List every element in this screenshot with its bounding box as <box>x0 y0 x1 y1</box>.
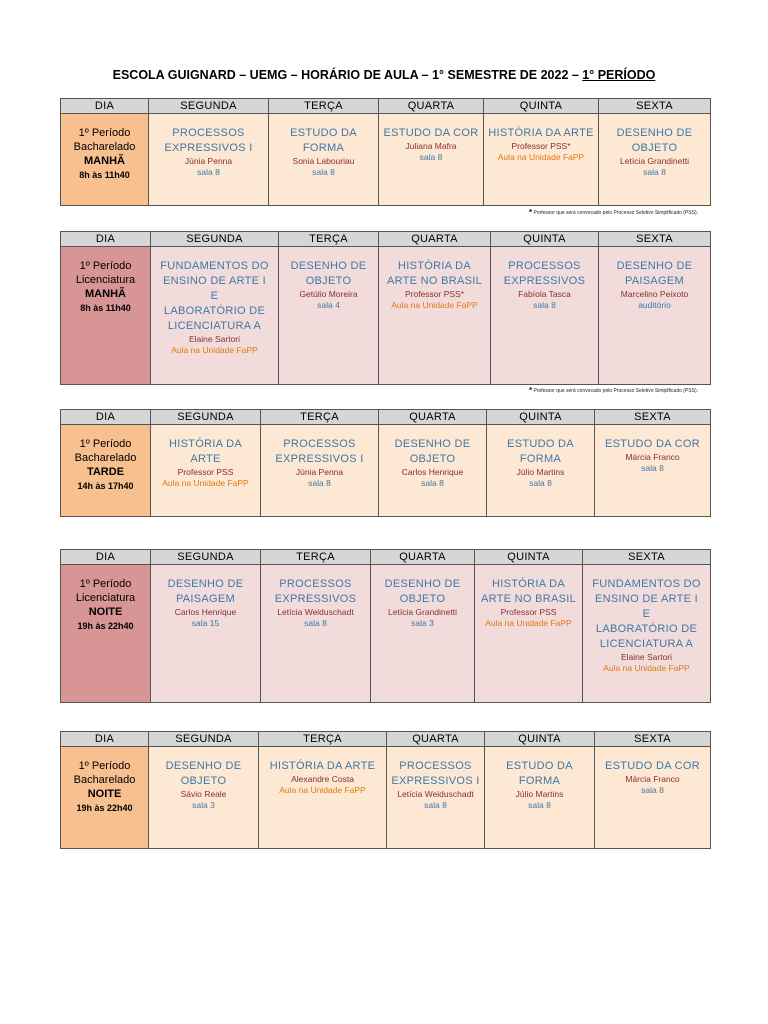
room-label: auditório <box>638 300 671 310</box>
header-row <box>61 410 711 425</box>
header-row <box>61 99 711 114</box>
subject-name: HISTÓRIA DA <box>492 578 565 590</box>
location-note: Aula na Unidade FaPP <box>603 663 690 673</box>
teacher-name: Elaine Sartori <box>620 652 673 662</box>
class-cell <box>371 565 475 703</box>
subject-name: FORMA <box>302 142 345 154</box>
subject-name: ENSINO DE ARTE I <box>162 275 266 287</box>
room-label: sala 8 <box>419 152 443 162</box>
room-label: sala 8 <box>424 800 447 810</box>
period-cell <box>61 425 151 517</box>
schedule-row <box>61 747 711 849</box>
teacher-name: Marcelino Peixoto <box>620 289 689 299</box>
room-label: sala 4 <box>317 300 340 310</box>
period-label: 1º Período <box>78 760 131 772</box>
teacher-name: Márcia Franco <box>625 452 680 462</box>
subject-name: HISTÓRIA DA ARTE <box>269 760 376 772</box>
class-cell <box>595 747 711 849</box>
period-label: 1º Período <box>79 578 132 590</box>
room-label: sala 8 <box>312 167 335 177</box>
period-hours: 19h às 22h40 <box>76 803 133 813</box>
day-header: SEXTA <box>599 232 711 247</box>
period-label: NOITE <box>87 788 122 800</box>
teacher-name: Júnia Penna <box>184 156 233 166</box>
subject-name: FUNDAMENTOS DO <box>592 578 701 590</box>
schedule-row <box>61 247 711 385</box>
subject-name: DESENHO DE <box>165 760 242 772</box>
location-note: Aula na Unidade FaPP <box>497 152 585 162</box>
schedule-row <box>61 425 711 517</box>
day-header: SEGUNDA <box>151 410 261 425</box>
room-label: sala 8 <box>197 167 220 177</box>
class-cell <box>379 425 487 517</box>
teacher-name: Sonia Labouriau <box>292 156 355 166</box>
room-label: sala 8 <box>641 785 664 795</box>
period-label: Licenciatura <box>75 592 136 604</box>
class-cell <box>485 747 595 849</box>
teacher-name: Elaine Sartori <box>188 334 241 344</box>
header-row <box>61 232 711 247</box>
subject-name: HISTÓRIA DA <box>398 260 471 272</box>
teacher-name: Carlos Henrique <box>174 607 237 617</box>
title-text: ESCOLA GUIGNARD – UEMG – HORÁRIO DE AULA – 1° SEMESTRE DE 2022 – <box>112 68 583 82</box>
teacher-name: Professor PSS <box>177 467 234 477</box>
day-header: QUARTA <box>379 232 491 247</box>
subject-name: ESTUDO DA <box>507 438 574 450</box>
period-label: Bacharelado <box>74 452 137 464</box>
subject-name: EXPRESSIVOS <box>503 275 586 287</box>
schedule-table <box>60 549 711 703</box>
subject-name: ENSINO DE ARTE I <box>594 593 698 605</box>
day-header: QUARTA <box>371 550 475 565</box>
day-header: DIA <box>61 550 151 565</box>
class-cell <box>151 565 261 703</box>
teacher-name: Júlio Martins <box>515 789 564 799</box>
subject-name: E <box>210 290 219 302</box>
location-note: Aula na Unidade FaPP <box>485 618 572 628</box>
schedule-table <box>60 731 711 849</box>
day-header: TERÇA <box>261 550 371 565</box>
subject-name: EXPRESSIVOS I <box>275 453 364 465</box>
day-header: DIA <box>61 99 149 114</box>
class-cell <box>149 114 269 206</box>
period-label: Bacharelado <box>73 141 136 153</box>
period-cell <box>61 114 149 206</box>
teacher-name: Professor PSS* <box>511 141 571 151</box>
room-label: sala 8 <box>308 478 331 488</box>
subject-name: HISTÓRIA DA ARTE <box>488 127 594 139</box>
subject-name: ESTUDO DA COR <box>605 438 700 450</box>
schedule-row <box>61 565 711 703</box>
period-label: TARDE <box>86 466 125 478</box>
subject-name: DESENHO DE <box>384 578 461 590</box>
teacher-name: Getúlio Moreira <box>299 289 358 299</box>
teacher-name: Letícia Weiduschadt <box>277 607 354 617</box>
period-cell <box>61 247 151 385</box>
subject-name: EXPRESSIVOS I <box>164 142 253 154</box>
subject-name: OBJETO <box>305 275 352 287</box>
subject-name: PAISAGEM <box>175 593 236 605</box>
period-hours: 8h às 11h40 <box>80 303 131 313</box>
teacher-name: Juliana Mafra <box>405 141 457 151</box>
room-label: sala 8 <box>304 618 327 628</box>
subject-name: EXPRESSIVOS <box>274 593 357 605</box>
day-header: SEGUNDA <box>151 232 279 247</box>
day-header: QUARTA <box>379 99 484 114</box>
subject-name: PROCESSOS <box>172 127 245 139</box>
teacher-name: Letícia Grandinetti <box>620 156 689 166</box>
subject-name: ARTE NO BRASIL <box>386 275 483 287</box>
class-cell <box>583 565 711 703</box>
subject-name: E <box>642 608 651 620</box>
subject-name: DESENHO DE <box>167 578 244 590</box>
class-cell <box>379 114 484 206</box>
page-title <box>0 68 768 82</box>
subject-name: EXPRESSIVOS I <box>391 775 480 787</box>
schedule-table <box>60 98 711 206</box>
period-label: MANHÃ <box>84 155 125 167</box>
day-header: QUARTA <box>387 732 485 747</box>
subject-name: DESENHO DE <box>290 260 367 272</box>
day-header: QUINTA <box>475 550 583 565</box>
day-header: TERÇA <box>259 732 387 747</box>
day-header: SEXTA <box>599 99 711 114</box>
day-header: QUINTA <box>485 732 595 747</box>
location-note: Aula na Unidade FaPP <box>391 300 478 310</box>
header-row <box>61 732 711 747</box>
teacher-name: Professor PSS <box>500 607 557 617</box>
subject-name: FORMA <box>519 453 562 465</box>
subject-name: ARTE <box>190 453 221 465</box>
period-label: NOITE <box>88 606 123 618</box>
period-label: Bacharelado <box>73 774 136 786</box>
teacher-name: Márcia Franco <box>625 774 680 784</box>
room-label: sala 8 <box>533 300 556 310</box>
header-row <box>61 550 711 565</box>
subject-name: PROCESSOS <box>279 578 352 590</box>
class-cell <box>279 247 379 385</box>
day-header: SEXTA <box>595 410 711 425</box>
title-period: 1° PERÍODO <box>582 68 656 82</box>
class-cell <box>261 565 371 703</box>
teacher-name: Júnia Penna <box>295 467 344 477</box>
class-cell <box>475 565 583 703</box>
teacher-name: Letícia Grandinetti <box>388 607 457 617</box>
day-header: DIA <box>61 410 151 425</box>
day-header: SEXTA <box>583 550 711 565</box>
schedule-table <box>60 409 711 517</box>
period-label: Licenciatura <box>75 274 136 286</box>
teacher-name: Alexandre Costa <box>291 774 354 784</box>
day-header: SEGUNDA <box>149 732 259 747</box>
room-label: sala 3 <box>411 618 434 628</box>
class-cell <box>149 747 259 849</box>
subject-name: PROCESSOS <box>508 260 581 272</box>
class-cell <box>491 247 599 385</box>
room-label: sala 8 <box>641 463 664 473</box>
period-hours: 14h às 17h40 <box>77 481 134 491</box>
footnote: * Professor que será convocado pelo Processo Seletivo Simplificado (PSS). <box>528 386 698 395</box>
class-cell <box>379 247 491 385</box>
day-header: SEGUNDA <box>151 550 261 565</box>
subject-name: ARTE NO BRASIL <box>480 593 577 605</box>
day-header: QUINTA <box>491 232 599 247</box>
schedule-table <box>60 231 711 385</box>
day-header: QUINTA <box>484 99 599 114</box>
subject-name: PAISAGEM <box>624 275 685 287</box>
subject-name: PROCESSOS <box>399 760 472 772</box>
subject-name: HISTÓRIA DA <box>169 438 242 450</box>
day-header: SEXTA <box>595 732 711 747</box>
class-cell <box>269 114 379 206</box>
subject-name: ESTUDO DA <box>290 127 357 139</box>
subject-name: DESENHO DE <box>394 438 471 450</box>
footnote: * Professor que será convocado pelo Processo Seletivo Simplificado (PSS). <box>528 208 698 217</box>
period-label: 1º Período <box>78 127 131 139</box>
class-cell <box>599 247 711 385</box>
day-header: DIA <box>61 232 151 247</box>
period-label: 1º Período <box>79 438 132 450</box>
period-hours: 19h às 22h40 <box>77 621 134 631</box>
subject-name: OBJETO <box>399 593 446 605</box>
subject-name: ESTUDO DA <box>506 760 573 772</box>
subject-name: OBJETO <box>631 142 678 154</box>
day-header: SEGUNDA <box>149 99 269 114</box>
room-label: sala 8 <box>529 478 552 488</box>
room-label: sala 8 <box>528 800 551 810</box>
day-header: DIA <box>61 732 149 747</box>
subject-name: DESENHO DE <box>616 260 693 272</box>
room-label: sala 15 <box>191 618 220 628</box>
room-label: sala 8 <box>643 167 666 177</box>
room-label: sala 8 <box>421 478 444 488</box>
class-cell <box>259 747 387 849</box>
room-label: sala 3 <box>192 800 215 810</box>
subject-name: FUNDAMENTOS DO <box>160 260 269 272</box>
period-cell <box>61 565 151 703</box>
subject-name: FORMA <box>518 775 561 787</box>
teacher-name: Carlos Henrique <box>401 467 464 477</box>
day-header: QUINTA <box>487 410 595 425</box>
subject-name: OBJETO <box>180 775 227 787</box>
subject-name: OBJETO <box>409 453 456 465</box>
subject-name: PROCESSOS <box>283 438 356 450</box>
class-cell <box>151 247 279 385</box>
subject-name: LABORATÓRIO DE <box>595 623 698 635</box>
day-header: TERÇA <box>261 410 379 425</box>
class-cell <box>595 425 711 517</box>
day-header: TERÇA <box>269 99 379 114</box>
teacher-name: Júlio Martins <box>516 467 565 477</box>
subject-name: LABORATÓRIO DE <box>163 305 266 317</box>
class-cell <box>261 425 379 517</box>
subject-name: ESTUDO DA COR <box>383 127 479 139</box>
subject-name: LICENCIATURA A <box>167 320 262 332</box>
teacher-name: Sávio Reale <box>180 789 227 799</box>
teacher-name: Fabíola Tasca <box>518 289 571 299</box>
subject-name: DESENHO DE <box>616 127 693 139</box>
class-cell <box>151 425 261 517</box>
day-header: TERÇA <box>279 232 379 247</box>
class-cell <box>484 114 599 206</box>
period-label: 1º Período <box>79 260 132 272</box>
teacher-name: Professor PSS* <box>404 289 465 299</box>
period-hours: 8h às 11h40 <box>79 170 130 180</box>
teacher-name: Letícia Weiduschadt <box>397 789 474 799</box>
subject-name: LICENCIATURA A <box>599 638 694 650</box>
location-note: Aula na Unidade FaPP <box>171 345 258 355</box>
location-note: Aula na Unidade FaPP <box>279 785 366 795</box>
schedule-row <box>61 114 711 206</box>
class-cell <box>487 425 595 517</box>
location-note: Aula na Unidade FaPP <box>162 478 249 488</box>
class-cell <box>387 747 485 849</box>
period-cell <box>61 747 149 849</box>
class-cell <box>599 114 711 206</box>
period-label: MANHÃ <box>85 288 126 300</box>
day-header: QUARTA <box>379 410 487 425</box>
subject-name: ESTUDO DA COR <box>605 760 700 772</box>
